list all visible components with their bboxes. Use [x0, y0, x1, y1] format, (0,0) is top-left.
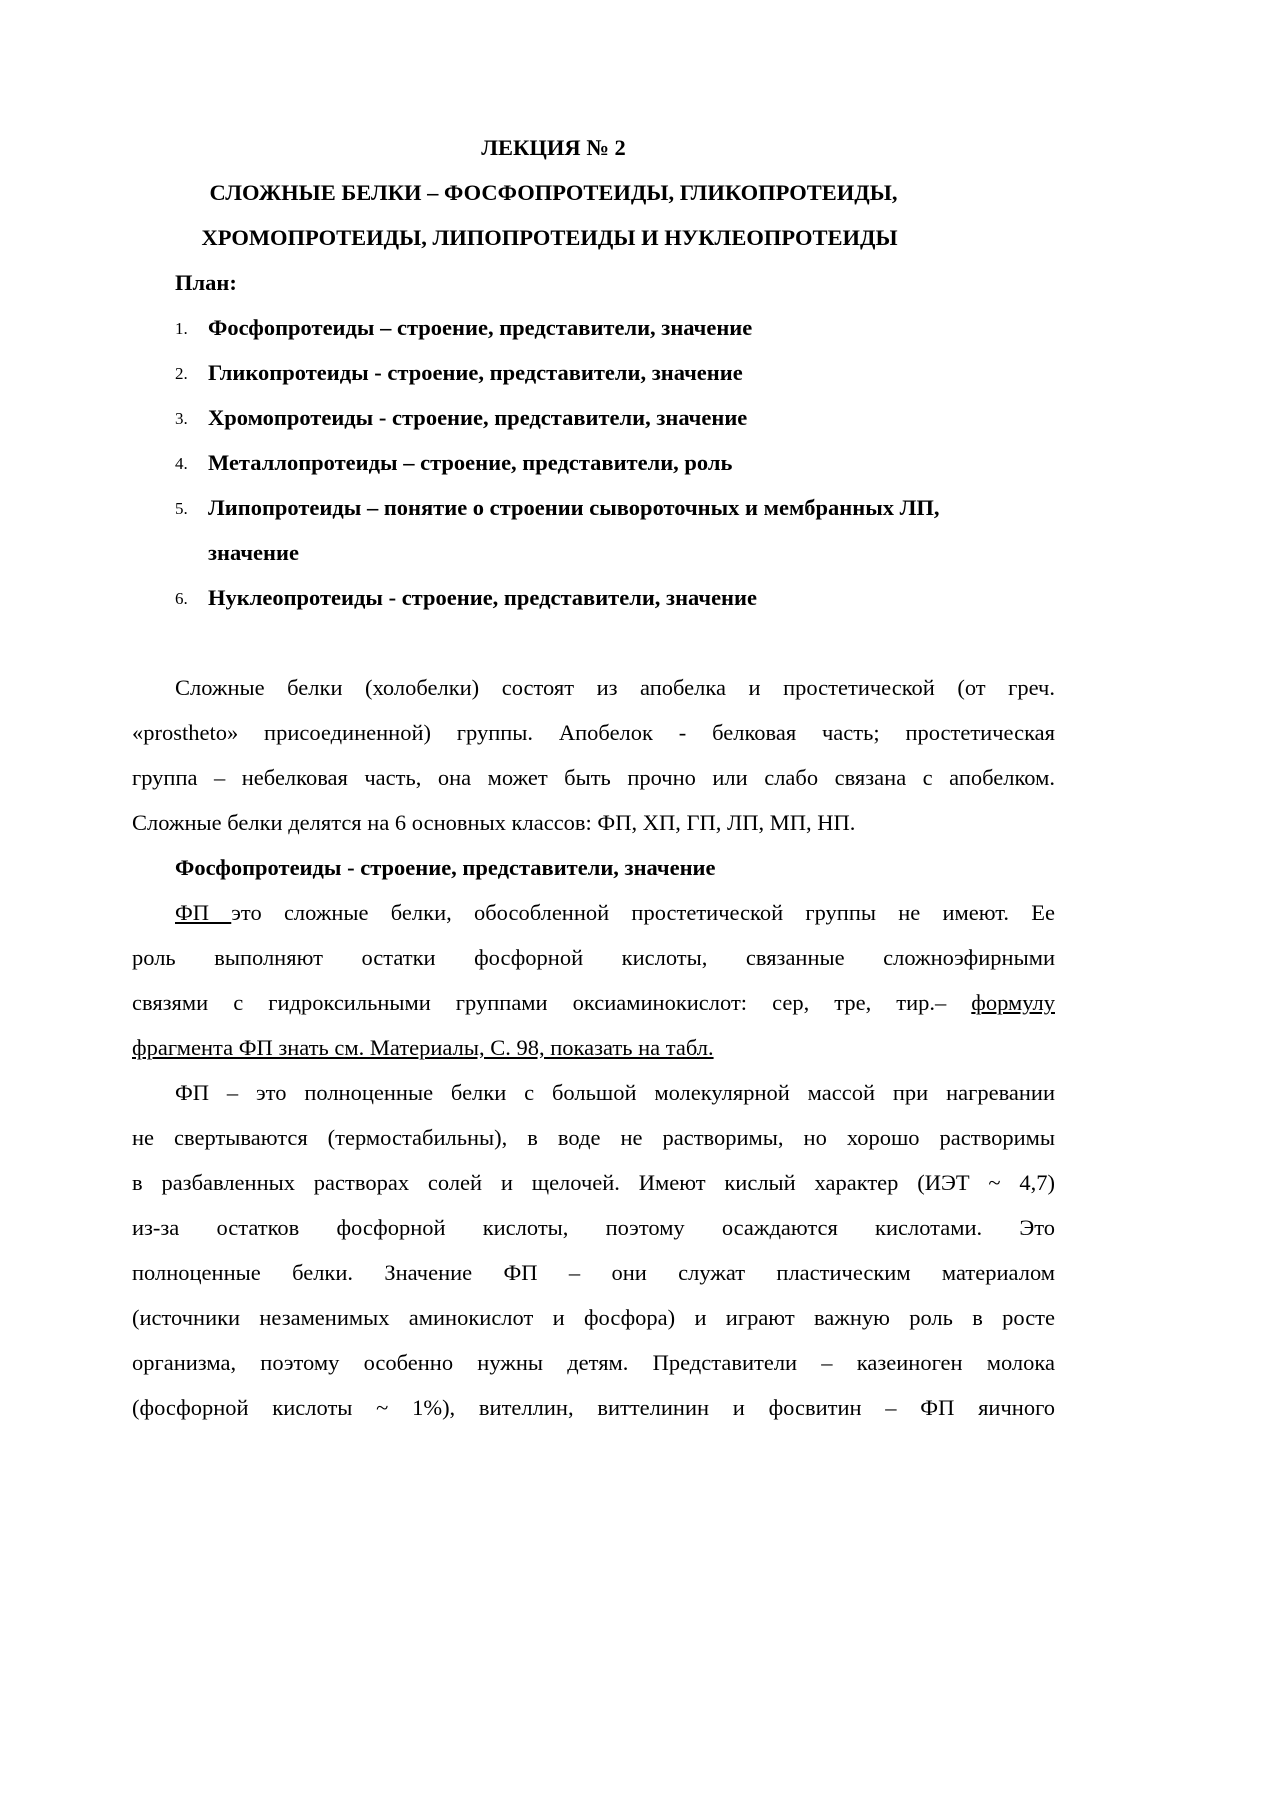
plan-item-number: 5. — [175, 499, 188, 518]
underlined-reference: фрагмента ФП знать см. Материалы, С. 98, показать на табл. — [132, 1035, 714, 1060]
lecture-number: ЛЕКЦИЯ № 2 — [481, 135, 626, 160]
paragraph-line — [175, 898, 1055, 928]
paragraph-line: Сложные белки делятся на 6 основных классов: ФП, ХП, ГП, ЛП, МП, НП. — [132, 810, 856, 835]
plan-item-number: 2. — [175, 364, 188, 383]
paragraph-line: роль выполняют остатки фосфорной кислоты, связанные сложноэфирными — [132, 945, 1055, 970]
paragraph-line: Сложные белки (холобелки) состоят из апобелка и простетической (от греч. — [175, 675, 1055, 700]
paragraph-line: организма, поэтому особенно нужны детям. Представители – казеиноген молока — [132, 1350, 1055, 1375]
lecture-topic-line-1: СЛОЖНЫЕ БЕЛКИ – ФОСФОПРОТЕИДЫ, ГЛИКОПРОТЕИДЫ, — [209, 180, 898, 205]
plan-heading: План: — [175, 270, 237, 295]
paragraph-line: «prostheto» присоединенной) группы. Апобелок - белковая часть; простетическая — [132, 720, 1055, 745]
paragraph-line: в разбавленных растворах солей и щелочей. Имеют кислый характер (ИЭТ ~ 4,7) — [132, 1170, 1055, 1195]
paragraph-line: ФП – это полноценные белки с большой молекулярной массой при нагревании — [175, 1080, 1055, 1105]
plan-item-number: 1. — [175, 319, 188, 338]
plan-item-text: Металлопротеиды – строение, представители, роль — [208, 450, 733, 475]
plan-item-number: 3. — [175, 409, 188, 428]
plan-item-text: Нуклеопротеиды - строение, представители, значение — [208, 585, 757, 610]
paragraph-line — [132, 1033, 714, 1063]
plan-item-number: 4. — [175, 454, 188, 473]
plan-item-text: Хромопротеиды - строение, представители, значение — [208, 405, 748, 430]
underlined-abbreviation: ФП — [175, 900, 232, 925]
paragraph-line: полноценные белки. Значение ФП – они служат пластическим материалом — [132, 1260, 1055, 1285]
paragraph-line: из-за остатков фосфорной кислоты, поэтому осаждаются кислотами. Это — [132, 1215, 1055, 1240]
plan-item-text: Фосфопротеиды – строение, представители, значение — [208, 315, 753, 340]
lecture-topic-line-2: ХРОМОПРОТЕИДЫ, ЛИПОПРОТЕИДЫ И НУКЛЕОПРОТЕИДЫ — [201, 225, 898, 250]
plan-item-text: Гликопротеиды - строение, представители, значение — [208, 360, 743, 385]
paragraph-line-text: связями с гидроксильными группами оксиаминокислот: сер, тре, тир.– — [132, 990, 972, 1015]
paragraph-line: группа – небелковая часть, она может быть прочно или слабо связана с апобелком. — [132, 765, 1055, 790]
paragraph-line-text: это сложные белки, обособленной простетической группы не имеют. Ее — [231, 900, 1055, 925]
paragraph-line: не свертываются (термостабильны), в воде не растворимы, но хорошо растворимы — [132, 1125, 1055, 1150]
plan-item-number: 6. — [175, 589, 188, 608]
paragraph-line: (источники незаменимых аминокислот и фосфора) и играют важную роль в росте — [132, 1305, 1055, 1330]
underlined-reference: формулу — [971, 990, 1055, 1015]
paragraph-line — [132, 988, 1055, 1018]
plan-item-text-continuation: значение — [208, 540, 299, 565]
section-heading: Фосфопротеиды - строение, представители, значение — [175, 855, 716, 880]
plan-item-text: Липопротеиды – понятие о строении сывороточных и мембранных ЛП, — [208, 495, 940, 520]
paragraph-line: (фосфорной кислоты ~ 1%), вителлин, виттелинин и фосвитин – ФП яичного — [132, 1395, 1055, 1420]
